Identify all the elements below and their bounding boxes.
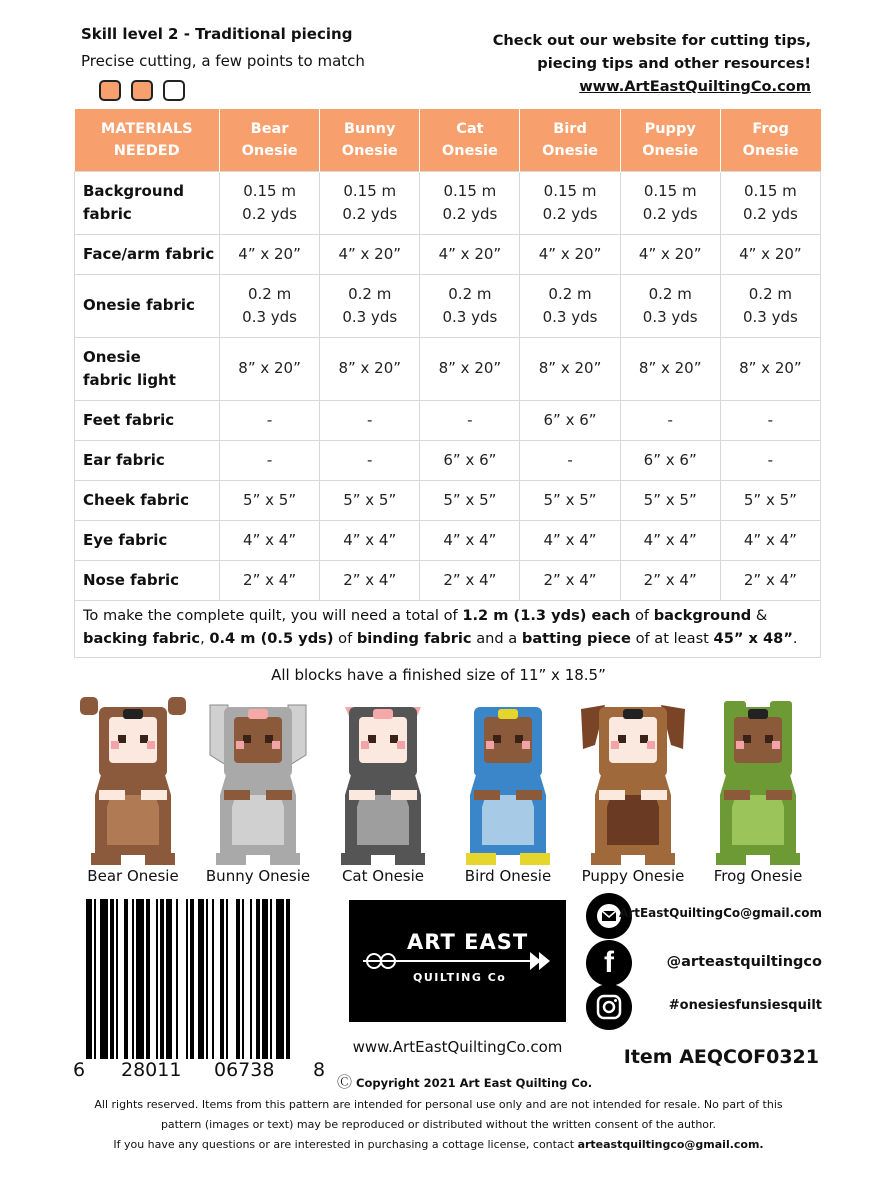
materials-cell: 4” x 4” <box>420 520 520 560</box>
logo-arrow-icon <box>363 948 558 974</box>
facebook-icon: f <box>586 940 632 986</box>
materials-row-label: Onesie fabric light <box>75 337 220 400</box>
materials-cell: 8” x 20” <box>320 337 420 400</box>
barcode-digit-1: 6 <box>73 1059 86 1081</box>
skill-level-box <box>163 80 185 101</box>
animal-label: Puppy Onesie <box>581 867 685 885</box>
materials-row <box>75 560 821 600</box>
animal-block <box>78 695 198 895</box>
materials-row-label: Ear fabric <box>75 440 220 480</box>
website-url[interactable]: www.ArtEastQuiltingCo.com <box>352 1038 563 1056</box>
materials-cell: - <box>220 400 320 440</box>
materials-cell: 5” x 5” <box>420 480 520 520</box>
materials-cell: 0.2 m 0.3 yds <box>420 274 520 337</box>
skill-level-box <box>99 80 121 101</box>
materials-row <box>75 400 821 440</box>
materials-row-label: Cheek fabric <box>75 480 220 520</box>
materials-cell: 6” x 6” <box>620 440 720 480</box>
materials-cell: 4” x 4” <box>720 520 820 560</box>
website-note <box>493 29 811 98</box>
animal-label: Frog Onesie <box>713 867 803 885</box>
animal-block <box>703 695 823 895</box>
materials-cell: - <box>520 440 620 480</box>
materials-cell: 2” x 4” <box>420 560 520 600</box>
skill-description: Precise cutting, a few points to match <box>81 52 365 70</box>
materials-cell: 0.2 m 0.3 yds <box>320 274 420 337</box>
animal-figure <box>703 695 823 867</box>
materials-row-label: Nose fabric <box>75 560 220 600</box>
materials-row-label: Onesie fabric <box>75 274 220 337</box>
materials-cell: - <box>320 400 420 440</box>
materials-cell: 4” x 20” <box>220 234 320 274</box>
materials-row-label: Background fabric <box>75 171 220 234</box>
animal-figure <box>203 695 323 867</box>
barcode <box>73 899 326 1089</box>
animal-figure <box>453 695 573 867</box>
materials-cell: 2” x 4” <box>620 560 720 600</box>
materials-cell: - <box>320 440 420 480</box>
animal-figure <box>328 695 448 867</box>
materials-cell: 8” x 20” <box>720 337 820 400</box>
barcode-digit-group-1: 28011 <box>121 1059 182 1081</box>
materials-cell: 6” x 6” <box>520 400 620 440</box>
materials-cell: 0.2 m 0.3 yds <box>220 274 320 337</box>
total-quilt-note: To make the complete quilt, you will need a total of 1.2 m (1.3 yds) each of background & backing fabric, 0.4 m (0.5 yds) of binding fabric and a batting piece of at least 45” x 48”. <box>74 598 821 658</box>
materials-row <box>75 440 821 480</box>
materials-cell: 0.2 m 0.3 yds <box>520 274 620 337</box>
materials-cell: 4” x 20” <box>620 234 720 274</box>
materials-header-row <box>75 109 821 171</box>
materials-cell: 4” x 4” <box>620 520 720 560</box>
footer-line2: pattern (images or text) may be reproduced or distributed without the written consent of the author. <box>160 1118 717 1131</box>
materials-row <box>75 480 821 520</box>
animal-label: Bird Onesie <box>464 867 552 885</box>
instagram-hashtag[interactable]: #onesiesfunsiesquilt <box>668 998 822 1013</box>
website-note-line1: Check out our website for cutting tips, <box>492 32 811 49</box>
materials-cell: 8” x 20” <box>420 337 520 400</box>
materials-row <box>75 274 821 337</box>
animal-block <box>203 695 323 895</box>
materials-cell: 5” x 5” <box>720 480 820 520</box>
animal-figure <box>78 695 198 867</box>
materials-row <box>75 234 821 274</box>
materials-cell: 2” x 4” <box>220 560 320 600</box>
materials-cell: 8” x 20” <box>520 337 620 400</box>
footer-legal <box>0 1095 877 1155</box>
animal-label: Bunny Onesie <box>205 867 311 885</box>
materials-cell: 4” x 4” <box>520 520 620 560</box>
barcode-digit-group-2: 06738 <box>214 1059 275 1081</box>
materials-column-header: Bird Onesie <box>520 109 620 171</box>
materials-cell: 2” x 4” <box>520 560 620 600</box>
materials-cell: - <box>620 400 720 440</box>
materials-cell: 4” x 20” <box>320 234 420 274</box>
contact-email[interactable]: ArtEastQuiltingCo@gmail.com <box>619 906 822 920</box>
art-east-logo <box>349 900 566 1022</box>
materials-cell: - <box>720 440 820 480</box>
materials-row <box>75 520 821 560</box>
materials-cell: 0.15 m 0.2 yds <box>520 171 620 234</box>
website-note-line2: piecing tips and other resources! <box>537 55 811 72</box>
finished-size-note: All blocks have a finished size of 11” x 18.5” <box>271 666 606 684</box>
materials-row-label: Feet fabric <box>75 400 220 440</box>
materials-cell: 4” x 4” <box>320 520 420 560</box>
materials-column-header: Bunny Onesie <box>320 109 420 171</box>
materials-column-header: Bear Onesie <box>220 109 320 171</box>
footer-line1: All rights reserved. Items from this pattern are intended for personal use only and are not intended for resale. No part of this <box>94 1098 783 1111</box>
materials-row <box>75 171 821 234</box>
materials-cell: - <box>420 400 520 440</box>
facebook-handle[interactable]: @arteastquiltingco <box>666 954 822 970</box>
footer-line3: If you have any questions or are interested in purchasing a cottage license, contact arteastquiltingco@gmail.com. <box>113 1138 764 1151</box>
materials-row <box>75 337 821 400</box>
materials-cell: 0.2 m 0.3 yds <box>620 274 720 337</box>
materials-cell: 4” x 20” <box>520 234 620 274</box>
materials-column-header: Puppy Onesie <box>620 109 720 171</box>
materials-cell: 0.15 m 0.2 yds <box>420 171 520 234</box>
skill-level-indicator <box>99 80 185 101</box>
materials-cell: 8” x 20” <box>220 337 320 400</box>
materials-column-header: Cat Onesie <box>420 109 520 171</box>
materials-cell: 5” x 5” <box>220 480 320 520</box>
item-code: Item AEQCOF0321 <box>623 1046 819 1068</box>
materials-cell: 2” x 4” <box>320 560 420 600</box>
materials-column-header: Frog Onesie <box>720 109 820 171</box>
skill-level-box <box>131 80 153 101</box>
logo-line2: QUILTING Co <box>413 971 507 984</box>
materials-row-label: Face/arm fabric <box>75 234 220 274</box>
barcode-bars <box>86 899 326 1059</box>
animal-blocks <box>78 695 818 895</box>
materials-table <box>74 109 821 601</box>
materials-cell: 4” x 20” <box>420 234 520 274</box>
animal-figure <box>578 695 698 867</box>
instagram-icon <box>586 984 632 1030</box>
materials-cell: 5” x 5” <box>620 480 720 520</box>
materials-cell: 8” x 20” <box>620 337 720 400</box>
materials-cell: 0.15 m 0.2 yds <box>220 171 320 234</box>
materials-cell: 0.15 m 0.2 yds <box>720 171 820 234</box>
barcode-digit-2: 8 <box>313 1059 326 1081</box>
materials-header-label: MATERIALS NEEDED <box>75 109 220 171</box>
copyright-symbol: Ⓒ <box>337 1073 353 1091</box>
animal-block <box>578 695 698 895</box>
materials-row-label: Eye fabric <box>75 520 220 560</box>
materials-cell: 6” x 6” <box>420 440 520 480</box>
animal-label: Cat Onesie <box>341 867 425 885</box>
animal-block <box>453 695 573 895</box>
logo-line1: ART EAST <box>407 930 529 954</box>
materials-cell: 0.15 m 0.2 yds <box>620 171 720 234</box>
materials-cell: 4” x 4” <box>220 520 320 560</box>
skill-title: Skill level 2 - Traditional piecing <box>81 25 353 43</box>
materials-cell: - <box>220 440 320 480</box>
website-link[interactable]: www.ArtEastQuiltingCo.com <box>579 78 811 95</box>
materials-cell: 0.15 m 0.2 yds <box>320 171 420 234</box>
materials-cell: 4” x 20” <box>720 234 820 274</box>
materials-cell: 2” x 4” <box>720 560 820 600</box>
materials-cell: 0.2 m 0.3 yds <box>720 274 820 337</box>
animal-label: Bear Onesie <box>87 867 179 885</box>
materials-cell: 5” x 5” <box>520 480 620 520</box>
copyright: Ⓒ Copyright 2021 Art East Quilting Co. <box>337 1073 593 1091</box>
materials-cell: 5” x 5” <box>320 480 420 520</box>
materials-cell: - <box>720 400 820 440</box>
footer-contact-email[interactable]: arteastquiltingco@gmail.com. <box>577 1138 764 1151</box>
animal-block <box>328 695 448 895</box>
